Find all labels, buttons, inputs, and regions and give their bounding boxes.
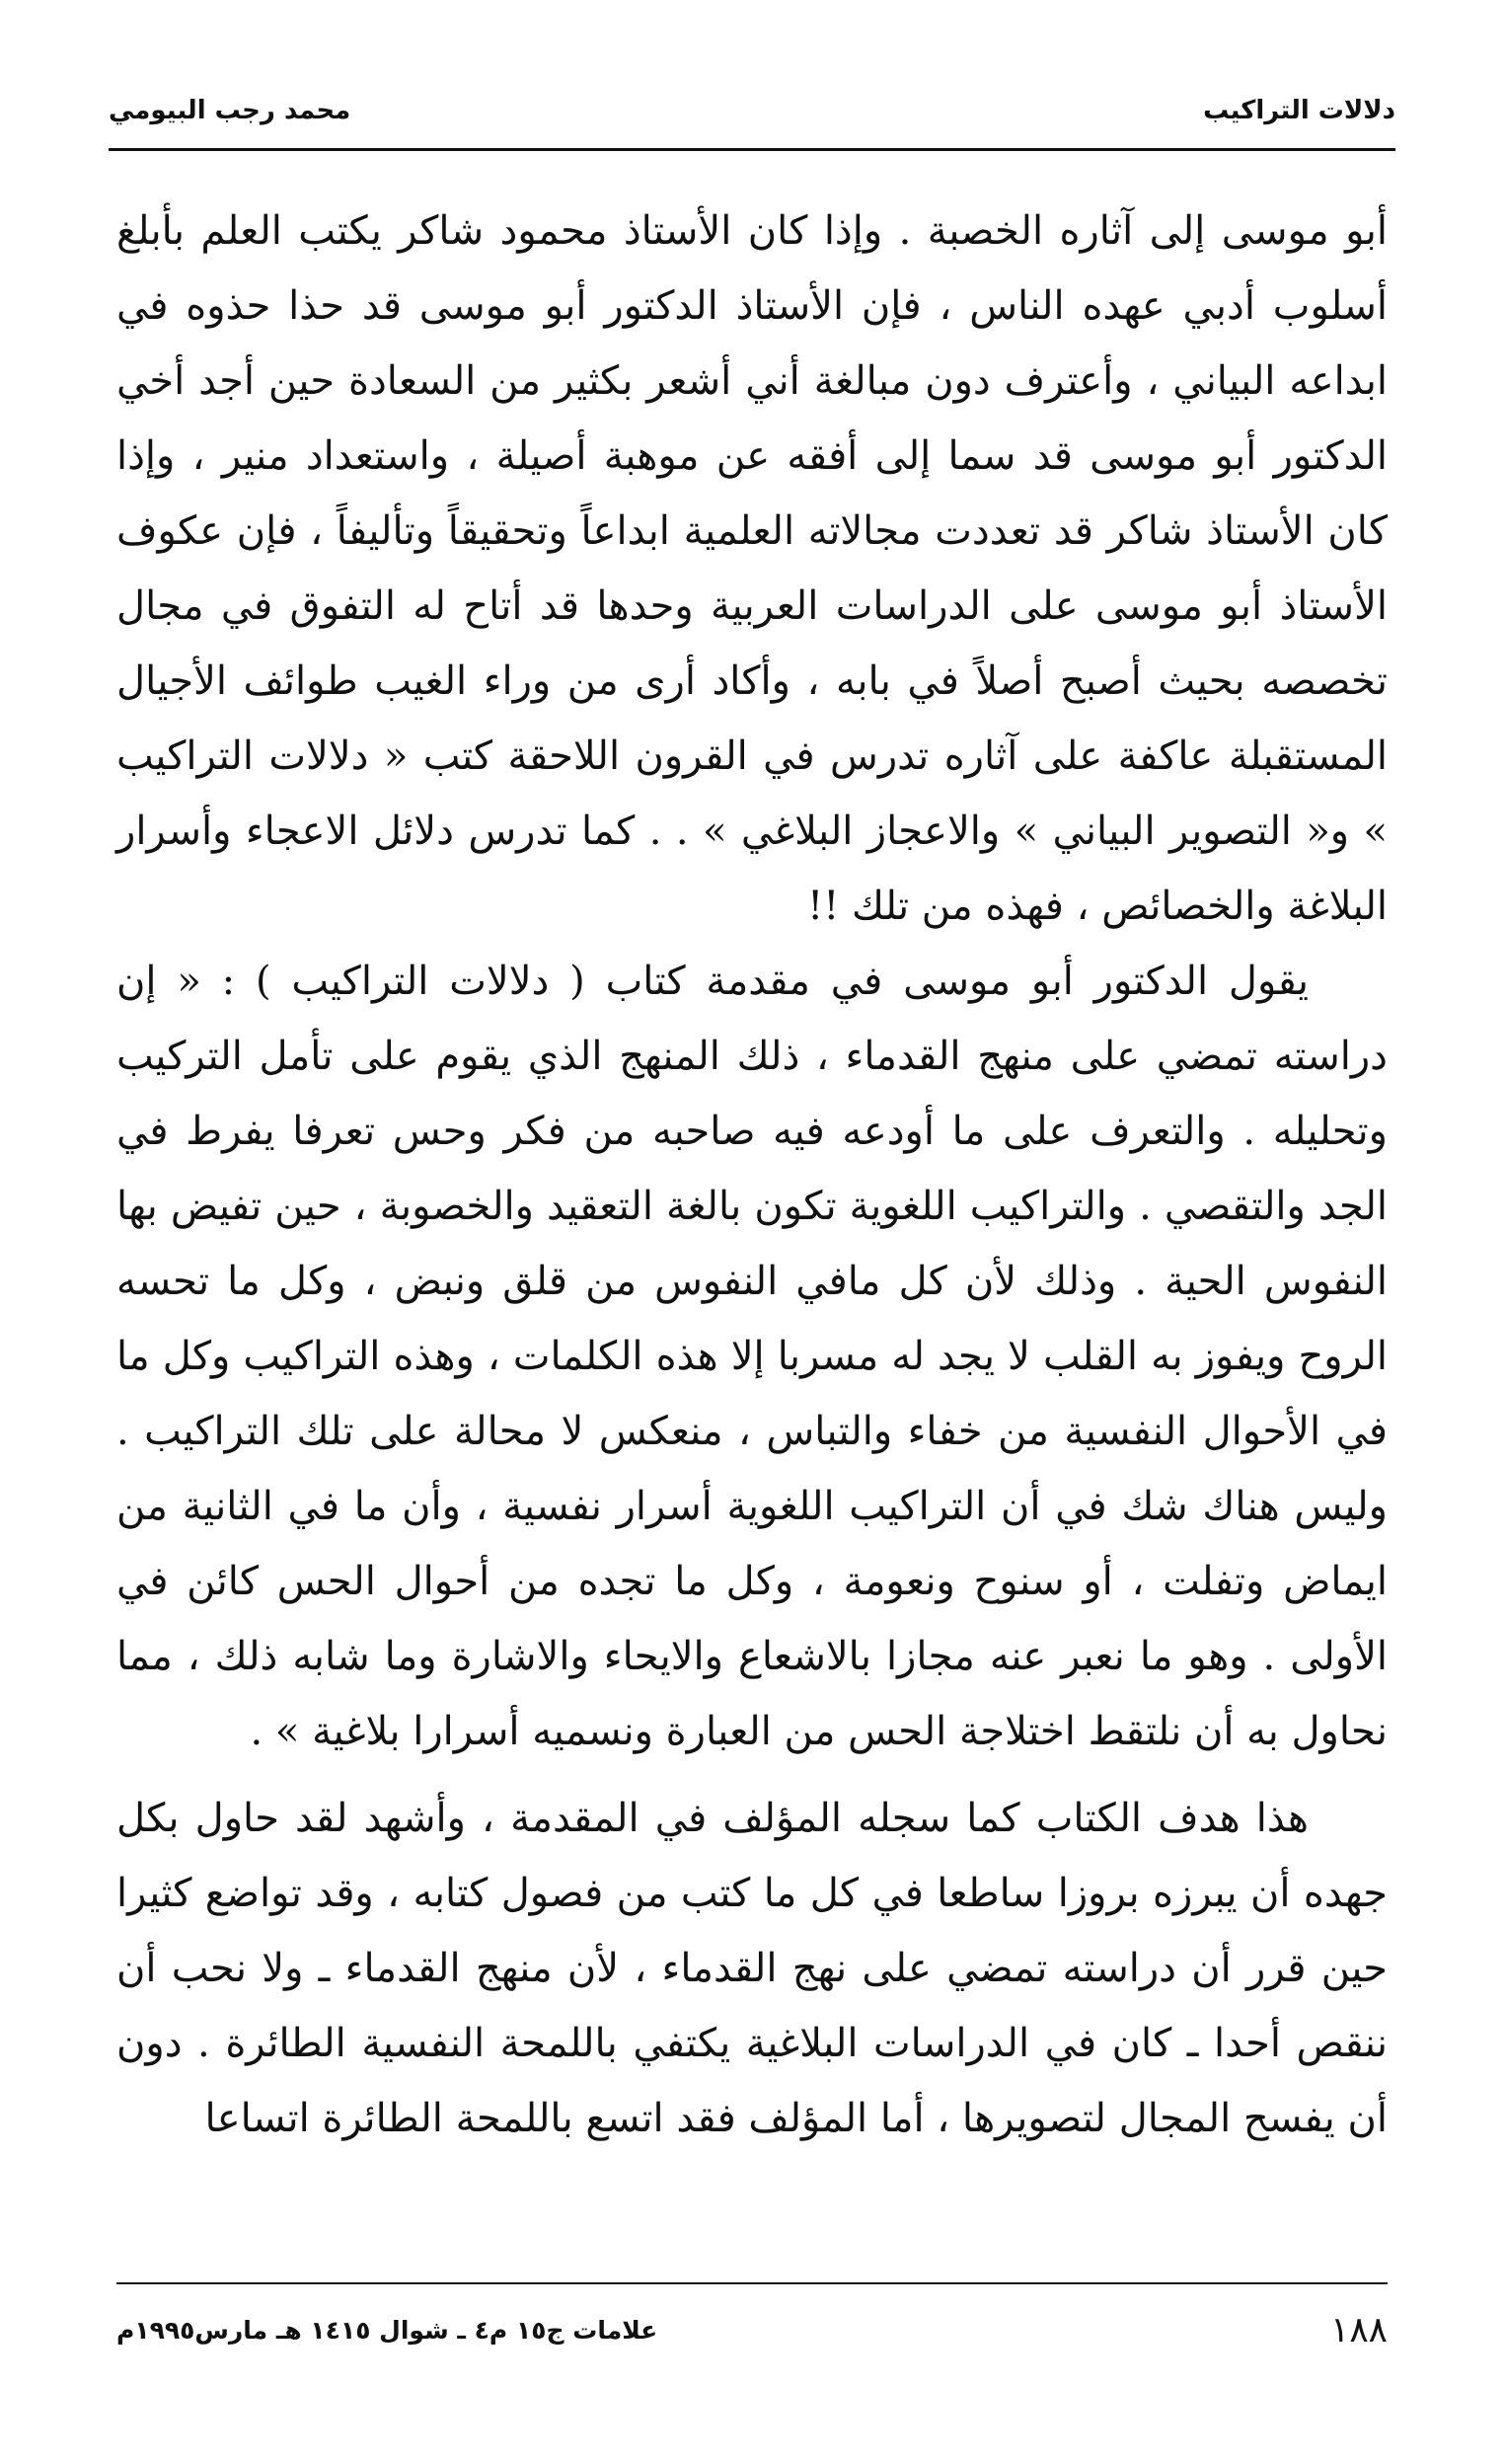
paragraph-2: يقول الدكتور أبو موسى في مقدمة كتاب ( دلالات التراكيب ) : « إن دراسته تمضي على منهج القدماء ، ذلك المنهج الذي يقوم على تأمل التركيب وتحليله . والتعرف على ما أودعه فيه صاحبه من فكر وحس تعرفا يفرط في الجد والتقصي . والتراكيب اللغوية تكون بالغة التعقيد والخصوبة ، حين تفيض بها النفوس الحية . وذلك لأن كل مافي النفوس من قلق ونبض ، وكل ما تحسه الروح ويفوز به القلب لا يجد له مسربا إلا هذه الكلمات ، وهذه التراكيب وكل ما في الأحوال النفسية من خفاء والتباس ، منعكس لا محالة على تلك التراكيب . وليس هناك شك في أن التراكيب اللغوية أسرار نفسية ، وأن ما في الثانية من ايماض وتفلت ، أو سنوح ونعومة ، وكل ما تجده من أحوال الحس كائن في الأولى . وهو ما نعبر عنه مجازا بالاشعاع والايحاء والاشارة وما شابه ذلك ، مما نحاول به أن نلتقط اختلاجة الحس من العبارة ونسميه أسرارا بلاغية » . xyxy=(116,959,1388,1754)
journal-citation: علامات ج١٥ م٤ ـ شوال ١٤١٥ هـ مارس١٩٩٥م xyxy=(116,2315,658,2345)
header-rule xyxy=(109,148,1395,151)
page-number: ١٨٨ xyxy=(1329,2309,1388,2350)
header-section-title: دلالات التراكيب xyxy=(1203,96,1395,125)
footer-rule xyxy=(116,2282,1388,2284)
page-footer xyxy=(116,2295,1388,2364)
paragraph-1: أبو موسى إلى آثاره الخصبة . وإذا كان الأستاذ محمود شاكر يكتب العلم بأبلغ أسلوب أدبي عهده الناس ، فإن الأستاذ الدكتور أبو موسى قد حذا حذوه في ابداعه البياني ، وأعترف دون مبالغة أني أشعر بكثير من السعادة حين أجد أخي الدكتور أبو موسى قد سما إلى أفقه عن موهبة أصيلة ، واستعداد منير ، وإذا كان الأستاذ شاكر قد تعددت مجالاته العلمية ابداعاً وتحقيقاً وتأليفاً ، فإن عكوف الأستاذ أبو موسى على الدراسات العربية وحدها قد أتاح له التفوق في مجال تخصصه بحيث أصبح أصلاً في بابه ، وأكاد أرى من وراء الغيب طوائف الأجيال المستقبلة عاكفة على آثاره تدرس في القرون اللاحقة كتب « دلالات التراكيب » و« التصوير البياني » والاعجاز البلاغي » . . كما تدرس دلائل الاعجاء وأسرار البلاغة والخصائص ، فهذه من تلك !! xyxy=(116,208,1388,929)
article-body xyxy=(116,193,1388,2156)
running-header xyxy=(109,81,1395,140)
header-author: محمد رجب البيومي xyxy=(109,96,351,125)
paragraph-3: هذا هدف الكتاب كما سجله المؤلف في المقدمة ، وأشهد لقد حاول بكل جهده أن يبرزه بروزا ساطعا في كل ما كتب من فصول كتابه ، وقد تواضع كثيرا حين قرر أن دراسته تمضي على نهج القدماء ، لأن منهج القدماء ـ ولا نحب أن ننقص أحدا ـ كان في الدراسات البلاغية يكتفي باللمحة النفسية الطائرة . دون أن يفسح المجال لتصويرها ، أما المؤلف فقد اتسع باللمحة الطائرة اتساعا xyxy=(116,1796,1388,2141)
